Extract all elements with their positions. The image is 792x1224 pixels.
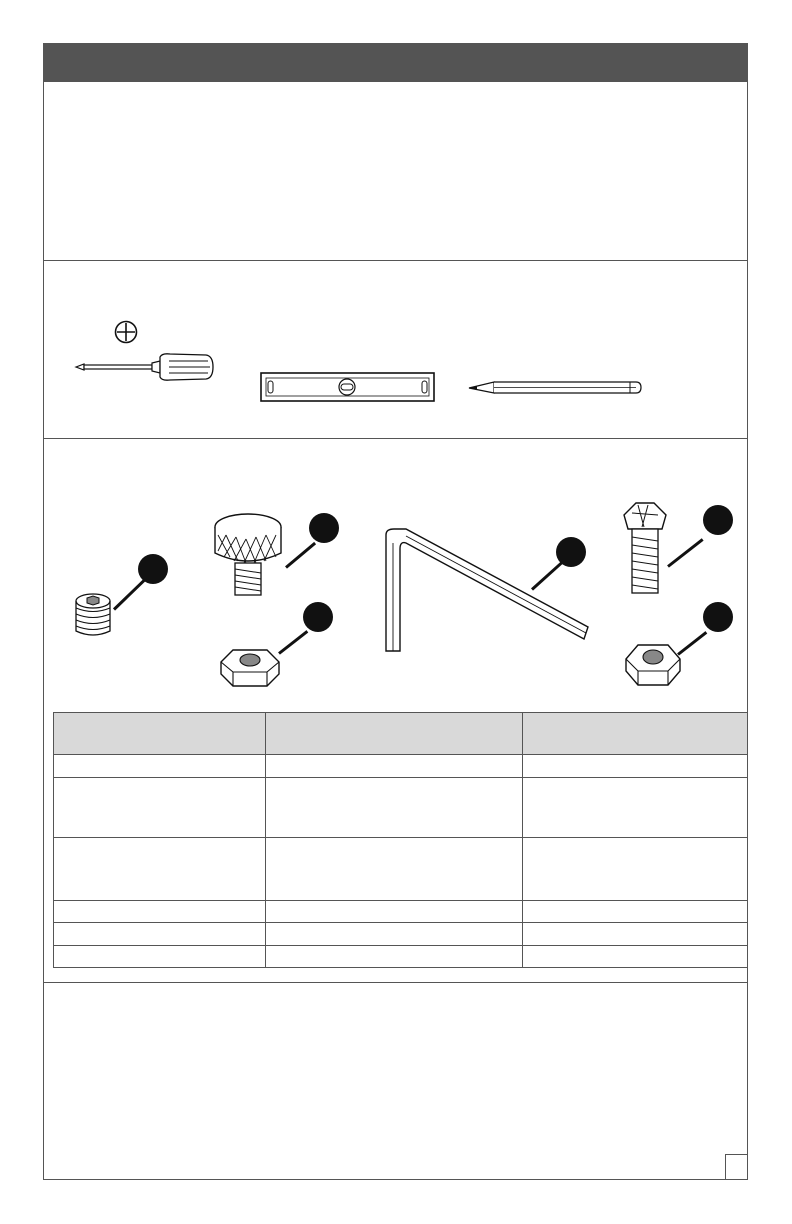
table-cell: [54, 778, 266, 838]
callout-line: [667, 538, 704, 567]
table-row: [54, 755, 748, 778]
table-cell: [266, 901, 523, 923]
table-cell: [54, 901, 266, 923]
table-cell: [523, 946, 748, 968]
table-header-cell: [266, 713, 523, 755]
table-row: [54, 901, 748, 923]
table-cell: [54, 923, 266, 946]
callout-badge: [703, 505, 733, 535]
callout-badge: [138, 554, 168, 584]
table-header-cell: [54, 713, 266, 755]
intro-section: [44, 82, 747, 260]
section-header-bar: [44, 44, 747, 82]
table-cell: [523, 838, 748, 901]
callout-line: [285, 542, 316, 569]
page-number-box: [725, 1154, 747, 1179]
phillips-screwdriver-icon: [74, 353, 216, 381]
table-cell: [523, 755, 748, 778]
small-nut-icon: [219, 646, 281, 690]
hardware-section: [44, 439, 747, 709]
table-cell: [266, 946, 523, 968]
table-cell: [54, 755, 266, 778]
callout-badge: [556, 537, 586, 567]
phillips-symbol-icon: [114, 320, 138, 344]
table-cell: [266, 838, 523, 901]
callout-badge: [303, 602, 333, 632]
table-row: [54, 923, 748, 946]
callout-badge: [309, 513, 339, 543]
pencil-icon: [468, 379, 644, 395]
callout-line: [113, 579, 145, 610]
bolt-icon: [622, 501, 668, 597]
table-cell: [266, 755, 523, 778]
callout-badge: [703, 602, 733, 632]
table-cell: [266, 923, 523, 946]
table-cell: [523, 901, 748, 923]
table-header-row: [54, 713, 748, 755]
table-cell: [54, 946, 266, 968]
set-screw-icon: [74, 593, 112, 639]
tools-section: [44, 261, 747, 438]
page-frame: [43, 43, 748, 1180]
callout-line: [278, 630, 308, 655]
level-icon: [260, 372, 435, 402]
table-row: [54, 946, 748, 968]
table-cell: [523, 923, 748, 946]
large-nut-icon: [624, 641, 682, 687]
table-header-cell: [523, 713, 748, 755]
table-row: [54, 838, 748, 901]
table-cell: [54, 838, 266, 901]
thumb-screw-icon: [210, 513, 286, 599]
table-cell: [266, 778, 523, 838]
divider: [44, 982, 747, 983]
parts-table: [53, 712, 748, 968]
table-row: [54, 778, 748, 838]
table-cell: [523, 778, 748, 838]
